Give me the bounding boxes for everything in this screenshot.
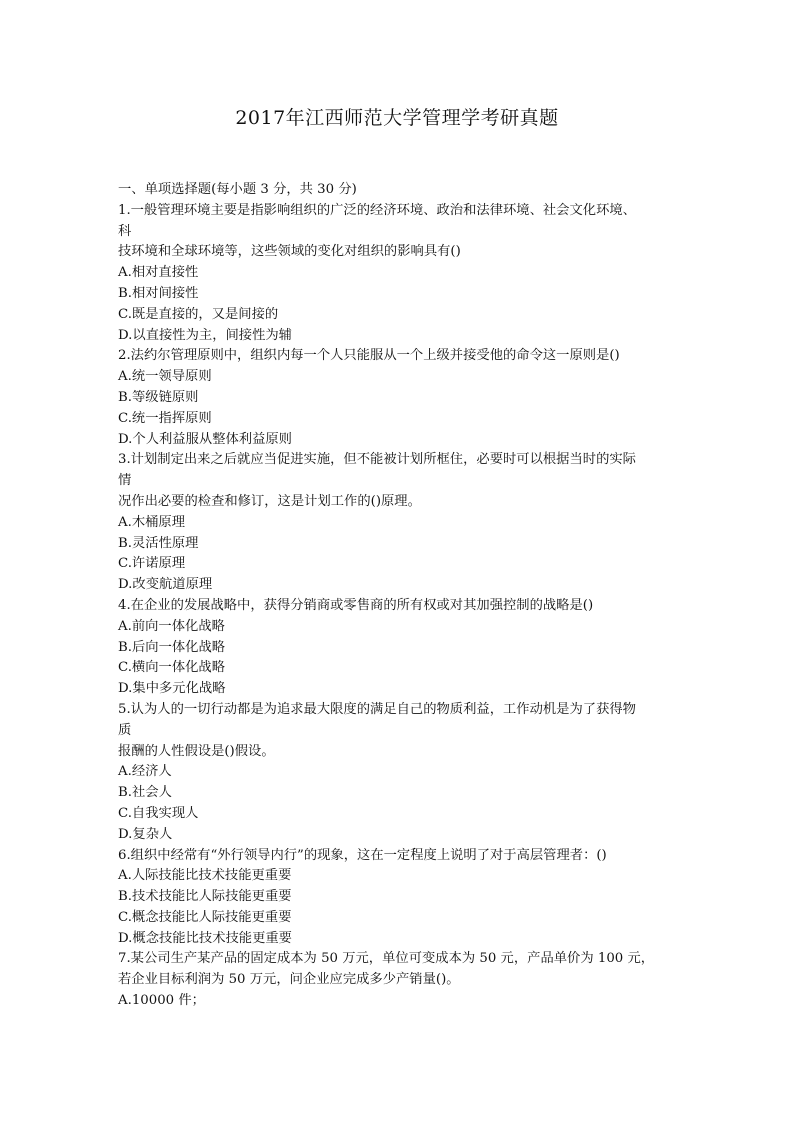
text-line: 情 [118,473,132,489]
text-line: C.横向一体化战略 [118,660,226,676]
text-line: D.个人利益服从整体利益原则 [118,431,292,447]
text-line: C.许诺原理 [118,556,186,572]
text-line: D.集中多元化战略 [118,681,226,697]
document-body [118,180,688,1012]
document-title: 2017年江西师范大学管理学考研真题 [235,107,559,129]
text-line: C.既是直接的，又是间接的 [118,306,279,322]
text-line: A.10000 件； [118,993,205,1009]
text-line: D.改变航道原理 [118,577,213,593]
text-line: D.以直接性为主，间接性为辅 [118,327,292,343]
text-line: D.概念技能比技术技能更重要 [118,930,292,946]
text-line: 5.认为人的一切行动都是为追求最大限度的满足自己的物质利益，工作动机是为了获得物 [118,701,636,717]
text-line: 4.在企业的发展战略中，获得分销商或零售商的所有权或对其加强控制的战略是() [118,597,594,613]
text-line: 7.某公司生产某产品的固定成本为 50 万元，单位可变成本为 50 元，产品单价为 100 元， [118,951,655,967]
text-line: 一、单项选择题(每小题 3 分，共 30 分) [118,182,357,197]
text-line: B.后向一体化战略 [118,639,226,655]
text-line: A.相对直接性 [118,265,199,281]
text-line: 3.计划制定出来之后就应当促进实施，但不能被计划所框住，必要时可以根据当时的实际 [118,452,636,468]
text-line: 科 [118,223,132,239]
text-line: C.概念技能比人际技能更重要 [118,909,292,925]
text-line: B.灵活性原理 [118,535,199,551]
text-line: A.人际技能比技术技能更重要 [118,868,292,884]
text-line: A.木桶原理 [118,514,186,530]
text-line: A.统一领导原则 [118,369,212,385]
text-line: 报酬的人性假设是()假设。 [118,743,275,759]
text-line: A.前向一体化战略 [118,618,225,634]
text-line: B.相对间接性 [118,285,199,301]
text-line: 若企业目标利润为 50 万元，问企业应完成多少产销量()。 [118,972,460,988]
text-line: 况作出必要的检查和修订，这是计划工作的()原理。 [118,493,421,509]
text-line: 6.组织中经常有“外行领导内行”的现象，这在一定程度上说明了对于高层管理者：() [118,847,607,863]
text-line: B.技术技能比人际技能更重要 [118,889,292,905]
text-line: D.复杂人 [118,826,173,842]
text-line: 质 [118,722,132,738]
text-line: B.等级链原则 [118,389,199,405]
text-line: C.自我实现人 [118,805,199,821]
text-line: 2.法约尔管理原则中，组织内每一个人只能服从一个上级并接受他的命令这一原则是() [118,348,620,364]
text-line: A.经济人 [118,764,172,780]
text-line: C.统一指挥原则 [118,410,212,426]
text-line: 技环境和全球环境等，这些领域的变化对组织的影响具有() [118,244,461,260]
text-line: B.社会人 [118,785,172,801]
text-line: 1.一般管理环境主要是指影响组织的广泛的经济环境、政治和法律环境、社会文化环境、 [118,202,636,218]
